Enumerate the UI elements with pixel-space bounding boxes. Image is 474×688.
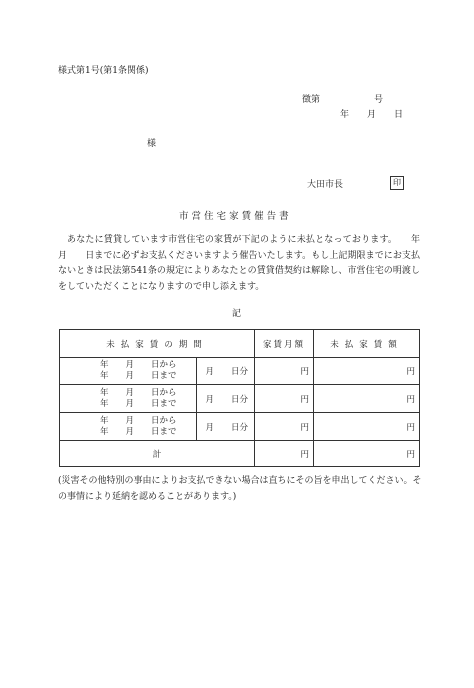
form-number: 様式第1号(第1条関係) <box>58 66 149 76</box>
issuer-name: 大田市長 <box>307 180 344 190</box>
table-row <box>60 385 420 413</box>
issue-date: 年 月 日 <box>340 110 404 120</box>
period-cell <box>60 358 197 385</box>
total-unpaid-amount: 円 <box>314 441 420 467</box>
months-cell: 月 日分 <box>197 413 255 441</box>
period-to: 年 月 日まで <box>100 371 177 381</box>
unpaid-rent-table <box>59 329 420 467</box>
unpaid-amount-cell: 円 <box>314 385 420 413</box>
period-cell <box>60 413 197 441</box>
footnote: (災害その他特別の事由によりお支払できない場合は直ちにその旨を申出してください。その事情により延納を認めることがあります。) <box>58 476 422 502</box>
header-period: 未払家賃の期間 <box>60 330 255 358</box>
header-unpaid-amount: 未払家賃額 <box>314 330 420 358</box>
table-header-row <box>60 330 420 358</box>
table-row <box>60 358 420 385</box>
period-to: 年 月 日まで <box>100 426 177 437</box>
notice-body: あなたに賃貸しています市営住宅の家賃が下記のように未払となっております。 年 月 日までに必ずお支払くださいますよう催告いたします。もし上記期限までにお支払ないときは民法第541条の規定によりあなたとの賃貸借契約は解除し、市営住宅の明渡しをしていただくことになりますので申し添えます。 <box>58 235 439 292</box>
period-from: 年 月 日から <box>100 387 177 398</box>
document-number: 徴第 号 <box>302 95 384 105</box>
table-row <box>60 413 420 441</box>
monthly-rent-cell: 円 <box>255 413 314 441</box>
period-to: 年 月 日まで <box>100 398 177 409</box>
monthly-rent-cell: 円 <box>255 385 314 413</box>
period-from: 年 月 日から <box>100 360 177 370</box>
period-cell <box>60 385 197 413</box>
monthly-rent-cell: 円 <box>255 358 314 385</box>
table-total-row <box>60 441 420 467</box>
unpaid-amount-cell: 円 <box>314 413 420 441</box>
total-label: 計 <box>60 441 255 467</box>
seal-mark: 印 <box>390 176 404 190</box>
header-monthly-rent: 家賃月額 <box>255 330 314 358</box>
document-title: 市 営 住 宅 家 賃 催 告 書 <box>179 211 289 222</box>
unpaid-amount-cell: 円 <box>314 358 420 385</box>
months-cell: 月 日分 <box>197 358 255 385</box>
months-cell: 月 日分 <box>197 385 255 413</box>
total-monthly-rent: 円 <box>255 441 314 467</box>
addressee-honorific: 様 <box>147 139 157 149</box>
period-from: 年 月 日から <box>100 415 177 426</box>
ki-heading: 記 <box>232 309 242 319</box>
